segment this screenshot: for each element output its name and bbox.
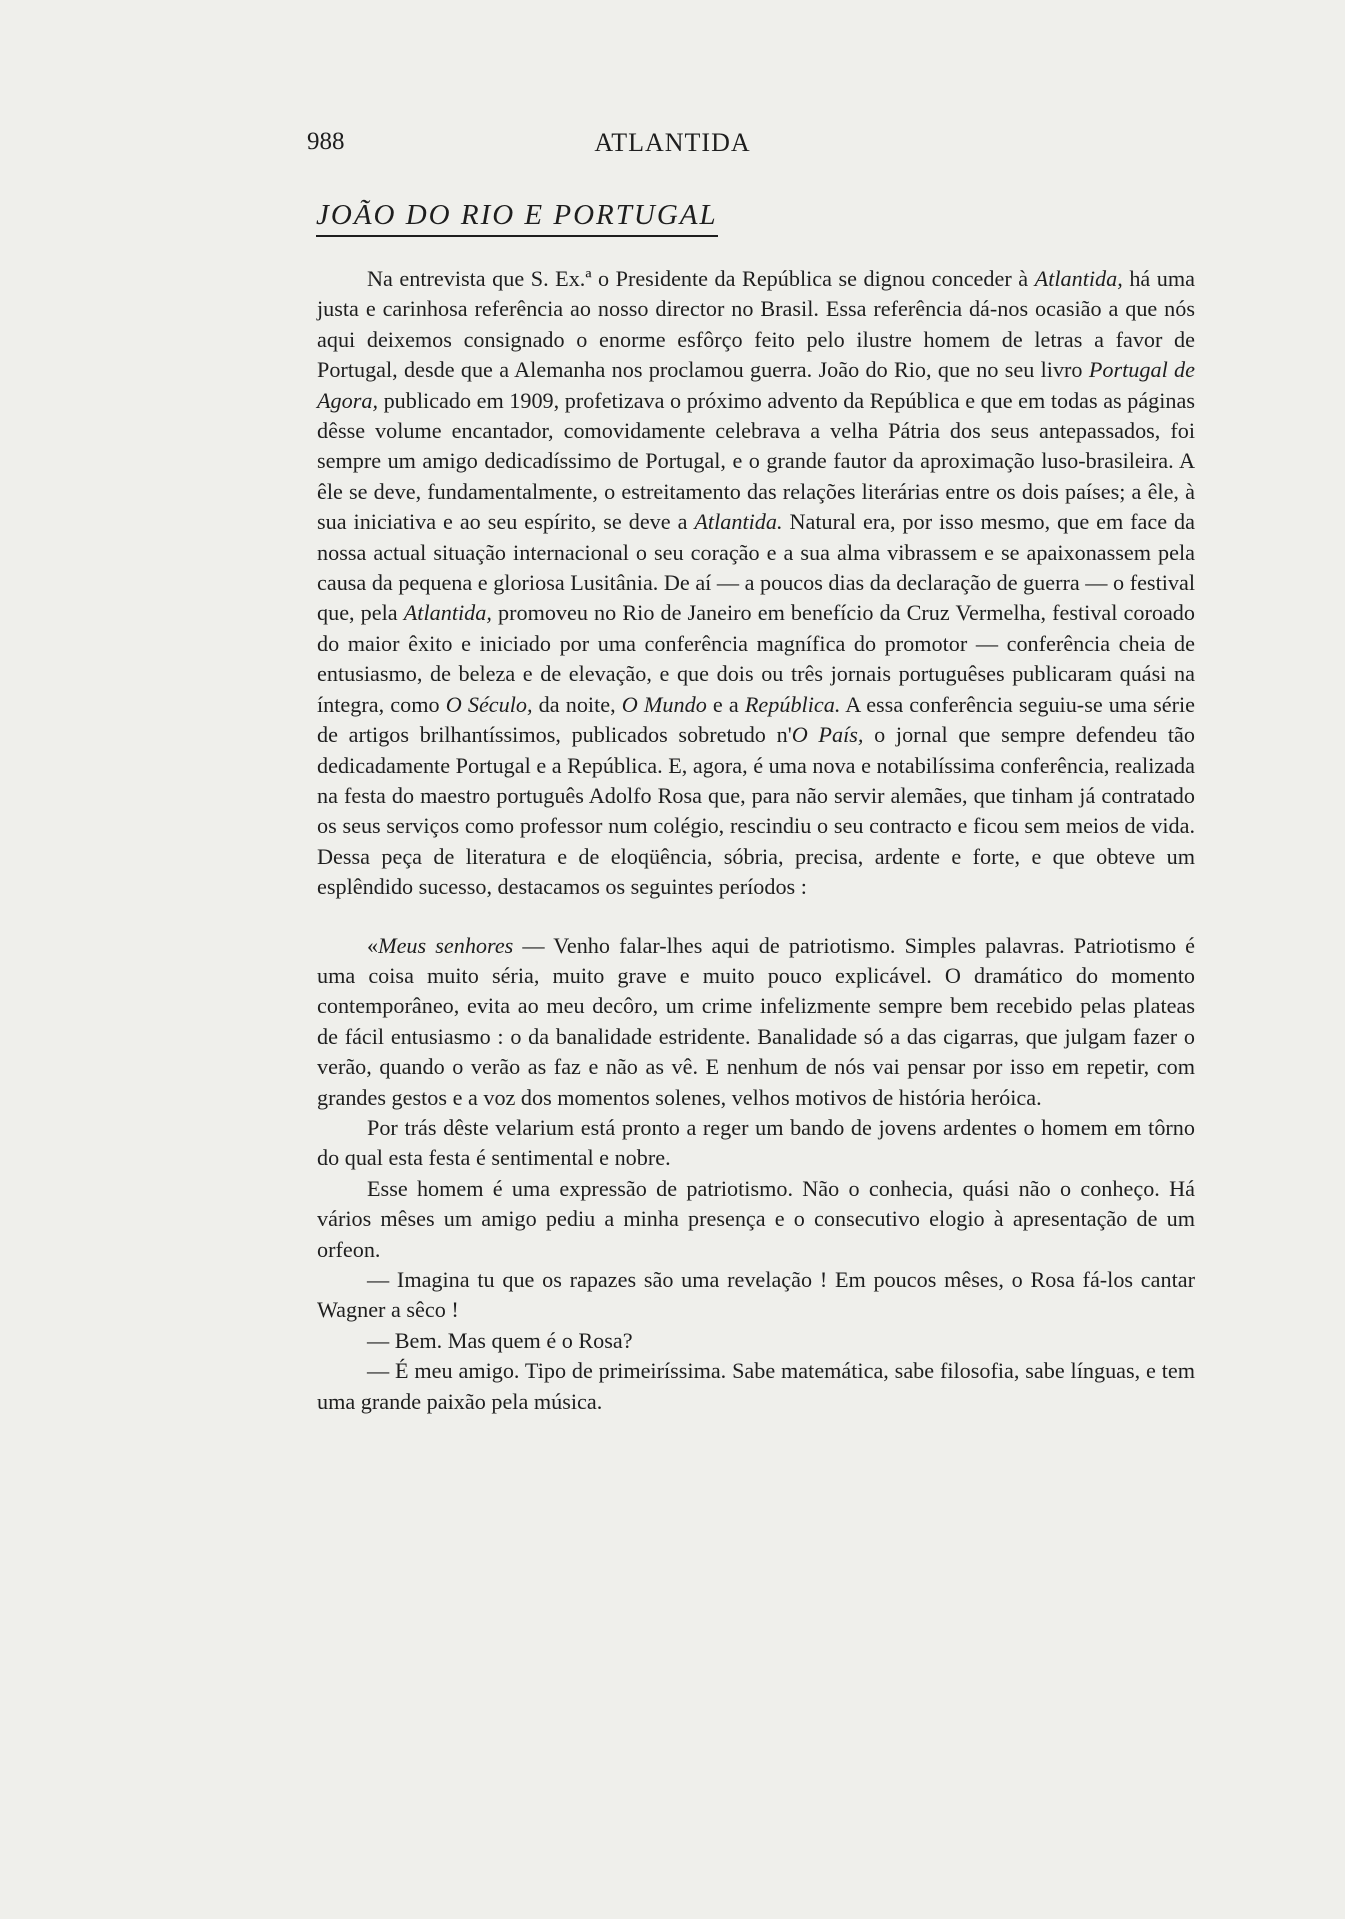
quote-salutation: Meus senhores (378, 932, 514, 958)
italic-title: O País, (791, 722, 864, 748)
italic-title: Atlantida, (1034, 266, 1123, 291)
text-run: da noite, (532, 691, 622, 717)
text-run: há uma justa e carinhosa referência ao nosso director no Brasil. Essa referência dá-nos ocasião a que nós aqui deixemos consignado o enorme esfôrço feito pelo ilustre homem de letras a favor de Portugal, desde que a Alemanha nos proclamou guerra. João do Rio, que no seu livro (317, 266, 1195, 383)
italic-title: O Século, (445, 691, 533, 717)
text-run: promoveu no Rio de Janeiro em benefício da Cruz Vermelha, festival coroado do maior êxito e iniciado por uma conferência magnífica do promotor — conferência cheia de entusiasmo, de beleza e de elevação, e que dois ou três jornais portuguêses publicaram quási na íntegra, como (317, 600, 1195, 717)
running-head (0, 128, 1345, 168)
text-run: Na entrevista que S. Ex.ª o Presidente da República se dignou conceder à (367, 266, 1035, 291)
quote-mark: « (367, 932, 379, 958)
quote-paragraph: Esse homem é uma expressão de patriotismo. Não o conhecia, quási não o conheço. Há vários mêses um amigo pediu a minha presença e o consecutivo elogio à apresentação de um orfeon. (317, 1175, 1195, 1262)
intro-paragraph (317, 264, 1195, 903)
dialogue-line: — Bem. Mas quem é o Rosa? (367, 1327, 633, 1353)
text-run: e a (706, 691, 745, 717)
dialogue-line: — É meu amigo. Tipo de primeiríssima. Sabe matemática, sabe filosofia, sabe línguas, e tem uma grande paixão pela música. (317, 1358, 1195, 1414)
dialogue-line: — Imagina tu que os rapazes são uma revelação ! Em poucos mêses, o Rosa fá-los cantar Wagner a sêco ! (317, 1267, 1195, 1323)
italic-title: República. (744, 691, 841, 717)
journal-title: ATLANTIDA (594, 128, 751, 157)
quote-paragraph: Por trás dêste velarium está pronto a reger um bando de jovens ardentes o homem em tôrno do qual esta festa é sentimental e nobre. (317, 1114, 1195, 1171)
italic-title: Portugal de Agora, (317, 357, 1195, 413)
article-body (317, 264, 1195, 1417)
italic-title: Atlantida. (694, 509, 783, 535)
text-run: — Venho falar-lhes aqui de patriotismo. Simples palavras. Patriotismo é uma coisa muito séria, muito grave e muito pouco explicável. O dramático do momento contemporâneo, evita ao meu decôro, um crime infelizmente sempre bem recebido pelas plateas de fácil entusiasmo : o da banalidade estridente. Banalidade só a das cigarras, que julgam fazer o verão, quando o verão as faz e não as vê. E nenhum de nós vai pensar por isso em repetir, com grandes gestos e a voz dos momentos solenes, velhos motivos de história heróica. (317, 932, 1195, 1110)
text-run: A essa conferência seguiu-se uma série de artigos brilhantíssimos, publicados sobretudo n' (317, 691, 1196, 748)
text-run: o jornal que sempre defendeu tão dedicadamente Portugal e a República. E, agora, é uma nova e notabilíssima conferência, realizada na festa do maestro português Adolfo Rosa que, para não servir alemães, que tinham já contratado os seus serviços como professor num colégio, rescindiu o seu contracto e ficou sem meios de vida. Dessa peça de literatura e de eloqüência, sóbria, precisa, ardente e forte, e que obteve um esplêndido sucesso, destacamos os seguintes períodos : (317, 722, 1195, 900)
article-title: JOÃO DO RIO E PORTUGAL (316, 196, 718, 237)
text-run: Natural era, por isso mesmo, que em face da nossa actual situação internacional o seu coração e a sua alma vibrassem e se apaixonassem pela causa da pequena e gloriosa Lusitânia. De aí — a poucos dias da declaração de guerra — o festival que, pela (317, 509, 1195, 626)
quote-paragraph (317, 931, 1195, 1113)
italic-title: Atlantida, (403, 600, 492, 626)
text-run: publicado em 1909, profetizava o próximo advento da República e que em todas as páginas dêsse volume encantador, comovidamente celebrava a velha Pátria dos seus antepassados, foi sempre um amigo dedicadíssimo de Portugal, e o grande fautor da aproximação luso-brasileira. A êle se deve, fundamentalmente, o estreitamento das relações literárias entre os dois países; a êle, à sua iniciativa e ao seu espírito, se deve a (317, 387, 1196, 535)
page-number: 988 (307, 128, 345, 155)
italic-title: O Mundo (621, 691, 707, 717)
